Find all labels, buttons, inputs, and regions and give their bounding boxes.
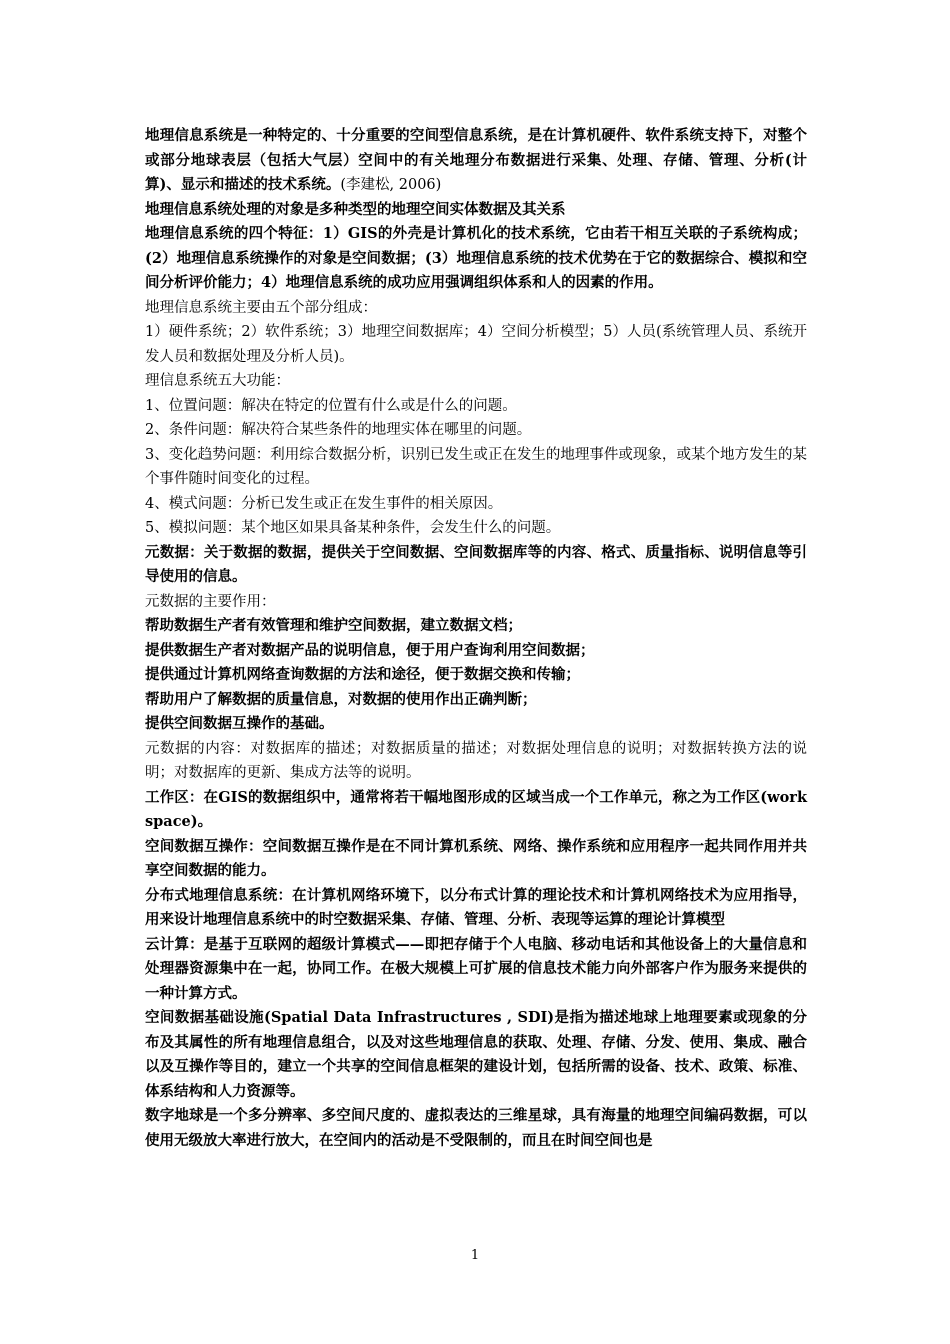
paragraph-workspace: 工作区：在GIS的数据组织中，通常将若干幅地图形成的区域当成一个工作单元，称之为工作区(workspace)。	[145, 788, 807, 830]
paragraph-gis-objects: 地理信息系统处理的对象是多种类型的地理空间实体数据及其关系	[145, 200, 566, 218]
page-number: 1	[470, 1248, 480, 1263]
paragraph-gis-components-heading: 地理信息系统主要由五个部分组成：	[145, 299, 377, 316]
list-item-function-3: 3、变化趋势问题：利用综合数据分析，识别已发生或正在发生的地理事件或现象，或某个地方发生的某个事件随时间变化的过程。	[145, 446, 807, 487]
list-item-metadata-role-5: 提供空间数据互操作的基础。	[145, 715, 334, 732]
paragraph-gis-features: 地理信息系统的四个特征：1）GIS的外壳是计算机化的技术系统，它由若干相互关联的子系统构成；(2）地理信息系统操作的对象是空间数据；(3）地理信息系统的技术优势在于它的数据综合、模拟和空间分析评价能力；4）地理信息系统的成功应用强调组织体系和人的因素的作用。	[145, 225, 807, 291]
list-item-metadata-role-1: 帮助数据生产者有效管理和维护空间数据，建立数据文档；	[145, 617, 522, 634]
paragraph-digital-earth: 数字地球是一个多分辨率、多空间尺度的、虚拟表达的三维星球，具有海量的地理空间编码数据，可以使用无级放大率进行放大，在空间内的活动是不受限制的，而且在时间空间也是	[145, 1107, 807, 1149]
list-item-function-2: 2、条件问题：解决符合某些条件的地理实体在哪里的问题。	[145, 422, 532, 438]
list-item-function-1: 1、位置问题：解决在特定的位置有什么或是什么的问题。	[145, 397, 517, 414]
list-item-metadata-role-4: 帮助用户了解数据的质量信息，对数据的使用作出正确判断；	[145, 690, 537, 708]
paragraph-gis-definition: 地理信息系统是一种特定的、十分重要的空间型信息系统，是在计算机硬件、软件系统支持下，对整个或部分地球表层（包括大气层）空间中的有关地理分布数据进行采集、处理、存储、管理、分析(计算)、显示和描述的技术系统。(李建松, 2006)	[145, 127, 807, 193]
paragraph-metadata-roles-heading: 元数据的主要作用：	[145, 593, 276, 610]
paragraph-distributed-gis: 分布式地理信息系统：在计算机网络环境下，以分布式计算的理论技术和计算机网络技术为应用指导，用来设计地理信息系统中的时空数据采集、存储、管理、分析、表现等运算的理论计算模型	[145, 886, 807, 928]
paragraph-gis-components-list: 1）硬件系统；2）软件系统；3）地理空间数据库；4）空间分析模型；5）人员(系统管理人员、系统开发人员和数据处理及分析人员)。	[145, 324, 807, 365]
list-item-function-5: 5、模拟问题：某个地区如果具备某种条件，会发生什么的问题。	[145, 520, 561, 536]
list-item-function-4: 4、模式问题：分析已发生或正在发生事件的相关原因。	[145, 495, 503, 512]
document-body	[145, 124, 807, 1153]
paragraph-interoperability: 空间数据互操作：空间数据互操作是在不同计算机系统、网络、操作系统和应用程序一起共同作用并共享空间数据的能力。	[145, 837, 807, 879]
paragraph-gis-functions-heading: 理信息系统五大功能：	[145, 373, 290, 389]
paragraph-metadata-definition: 元数据：关于数据的数据，提供关于空间数据、空间数据库等的内容、格式、质量指标、说明信息等引导使用的信息。	[145, 543, 807, 585]
paragraph-cloud-computing: 云计算：是基于互联网的超级计算模式——即把存储于个人电脑、移动电话和其他设备上的大量信息和处理器资源集中在一起，协同工作。在极大规模上可扩展的信息技术能力向外部客户作为服务来提供的一种计算方式。	[145, 935, 807, 1002]
list-item-metadata-role-3: 提供通过计算机网络查询数据的方法和途径，便于数据交换和传输；	[145, 666, 580, 683]
list-item-metadata-role-2: 提供数据生产者对数据产品的说明信息，便于用户查询利用空间数据；	[145, 641, 595, 659]
paragraph-metadata-content: 元数据的内容：对数据库的描述；对数据质量的描述；对数据处理信息的说明；对数据转换方法的说明；对数据库的更新、集成方法等的说明。	[145, 740, 807, 781]
paragraph-sdi: 空间数据基础设施(Spatial Data Infrastructures , SDI)是指为描述地球上地理要素或现象的分布及其属性的所有地理信息组合，以及对这些地理信息的获取、处理、存储、分发、使用、集成、融合以及互操作等目的，建立一个共享的空间信息框架的建设计划，包括所需的设备、技术、政策、标准、体系结构和人力资源等。	[145, 1009, 807, 1100]
